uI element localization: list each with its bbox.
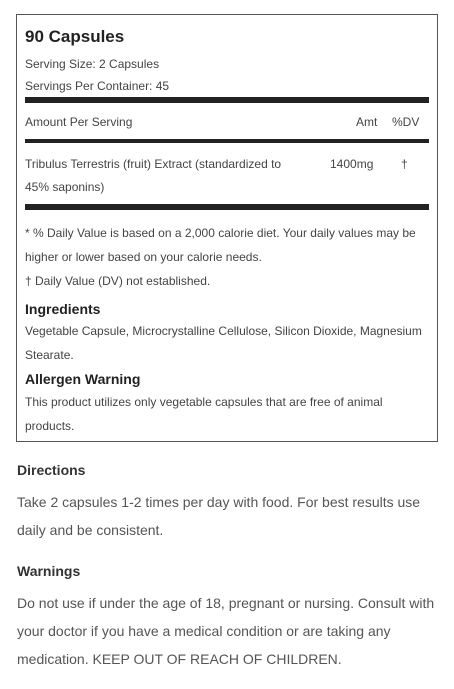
allergen-heading: Allergen Warning [25,371,141,387]
nutrient-name: Tribulus Terrestris (fruit) Extract (standardized to 45% saponins) [25,157,282,194]
dv-header: %DV [392,115,420,129]
directions-heading: Directions [17,462,86,478]
supplement-facts-panel [16,14,438,442]
footnote-not-established: † Daily Value (DV) not established. [25,274,211,288]
facts-title: 90 Capsules [25,27,125,46]
amt-header: Amt [356,115,378,129]
divider-thick [25,97,429,103]
divider-medium [25,139,429,143]
directions-text: Take 2 capsules 1-2 times per day with food. For best results use daily and be consistent. [17,494,421,538]
nutrient-dv: † [401,157,408,171]
servings-per-container: Servings Per Container: 45 [25,79,170,93]
amount-per-serving-header: Amount Per Serving [25,115,133,129]
warnings-text: Do not use if under the age of 18, pregnant or nursing. Consult with your doctor if you have a medical condition or are taking any medication. KEEP OUT OF REACH OF CHILDREN. [17,595,435,667]
serving-size: Serving Size: 2 Capsules [25,57,160,71]
ingredients-heading: Ingredients [25,301,101,317]
nutrient-amount: 1400mg [330,157,374,171]
ingredients-text: Vegetable Capsule, Microcrystalline Cellulose, Silicon Dioxide, Magnesium Stearate. [25,324,422,362]
allergen-text: This product utilizes only vegetable capsules that are free of animal products. [25,395,383,433]
divider-thick-2 [25,204,429,210]
footnote-daily-value: * % Daily Value is based on a 2,000 calorie diet. Your daily values may be higher or lower based on your calorie needs. [25,226,416,264]
warnings-heading: Warnings [17,563,81,579]
